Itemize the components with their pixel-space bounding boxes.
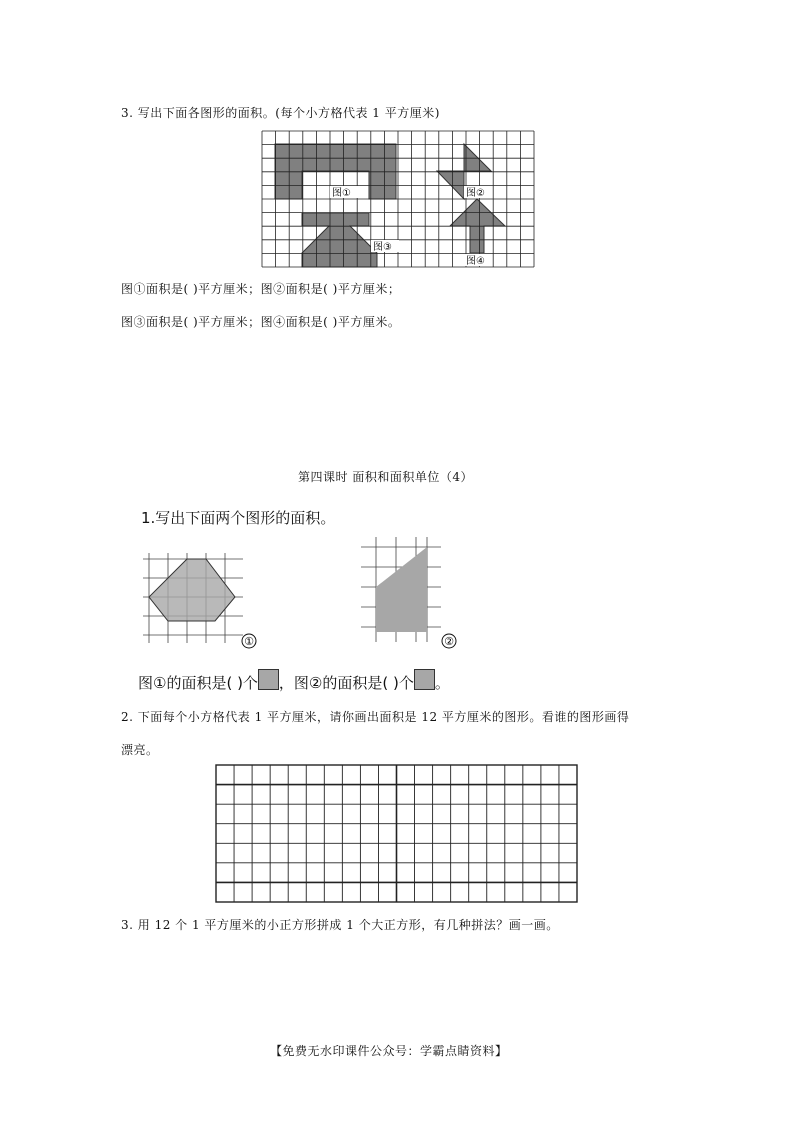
figure-trapezoid-grid [361, 537, 461, 650]
figure-1-label: 图① [332, 188, 351, 199]
figure-4-label: 图④ [466, 256, 485, 267]
lesson-title: 第四课时 面积和面积单位（4） [298, 470, 473, 484]
figure-label-1: ① [244, 635, 254, 648]
answer-line-2: 图③面积是( )平方厘米；图④面积是( )平方厘米。 [121, 315, 401, 329]
q1-answer [138, 669, 450, 693]
question-3: 3. 写出下面各图形的面积。(每个小方格代表 1 平方厘米) [121, 106, 440, 120]
figure-2-label: 图② [466, 188, 485, 199]
q1-answer-part3: 。 [434, 674, 450, 692]
drawing-grid [216, 765, 578, 903]
figure-label-2: ② [444, 635, 454, 648]
figure-3-label: 图③ [373, 242, 392, 253]
pentagon-shape [149, 559, 235, 621]
unit-square-icon [414, 669, 435, 690]
footer-note: 【免费无水印课件公众号：学霸点睛资料】 [270, 1044, 508, 1058]
q2-line-1: 2. 下面每个小方格代表 1 平方厘米，请你画出面积是 12 平方厘米的图形。看谁的图形画得 [121, 710, 630, 724]
answer-line-1: 图①面积是( )平方厘米；图②面积是( )平方厘米； [121, 282, 401, 296]
figure-pentagon-grid [143, 553, 261, 648]
trapezoid-shape [376, 547, 427, 632]
q2-line-2: 漂亮。 [121, 743, 159, 757]
q1-answer-part1: 图①的面积是( )个 [138, 674, 258, 692]
q1-answer-part2: ，图②的面积是( )个 [278, 674, 414, 692]
area-grid-figures [262, 131, 534, 268]
unit-square-icon [258, 669, 279, 690]
q1-title: 1.写出下面两个图形的面积。 [141, 509, 336, 527]
q3-text: 3. 用 12 个 1 平方厘米的小正方形拼成 1 个大正方形，有几种拼法？画一画。 [121, 918, 559, 932]
